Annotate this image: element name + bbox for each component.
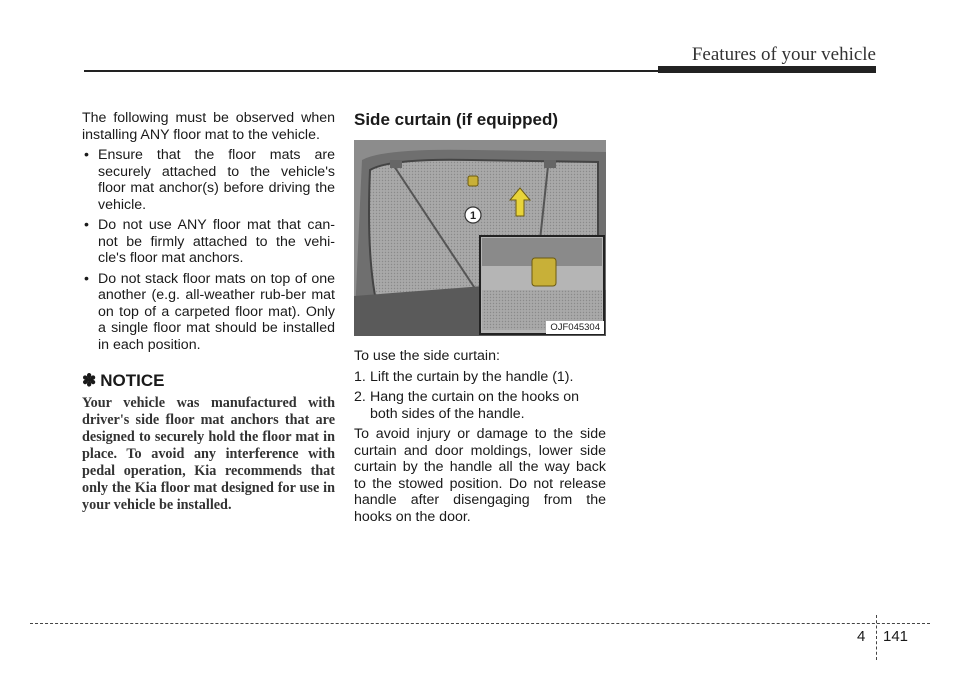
bullet-dot: • [84,217,89,233]
bullet-dot: • [84,270,89,287]
chapter-number: 4 [857,628,866,645]
page-header-title: Features of your vehicle [691,44,876,65]
steps-list [354,369,606,423]
bullet-text: Do not use ANY floor mat that can-not be firmly attached to the vehi-cle's floor mat anchors. [98,217,335,266]
step-text: Hang the curtain on the hooks on both sides of the handle. [370,389,580,422]
side-curtain-figure [354,140,606,336]
side-curtain-illustration [354,140,606,336]
header-rule-thin [84,70,660,72]
step-number: 1. [354,368,366,385]
section-title: Side curtain (if equipped) [354,110,559,129]
step-item [354,389,606,422]
footer-divider [876,615,877,660]
step-number: 2. [354,389,366,405]
bullet-item [82,147,335,213]
instructions [354,348,606,525]
intro-paragraph: The following must be observed when installing ANY floor mat to the vehicle. [82,110,335,143]
caution-paragraph: To avoid injury or damage to the side curtain and door moldings, lower side curtain by the handle all the way back to the stowed position. Do not release handle after disengaging from the hooks on the door. [354,426,606,525]
figure-code: OJF045304 [546,321,604,334]
footer-rule [30,623,930,624]
right-column [354,110,606,529]
left-column [82,110,335,514]
step-item [354,369,606,386]
notice-body: Your vehicle was manufactured with driver's side floor mat anchors that are designed to securely hold the floor mat in place. To avoid any interference with pedal operation, Kia recommends that only the Kia floor mat designed for use in your vehicle be installed. [82,395,335,513]
header-rule-thick [658,66,876,73]
notice-heading [82,371,335,391]
step-text: Lift the curtain by the handle (1). [370,368,574,385]
notice-icon: ✽ [82,371,97,390]
callout-marker [462,204,484,226]
bullet-dot: • [84,147,89,163]
bullet-text: Do not stack floor mats on top of one another (e.g. all-weather rub-ber mat on top of a carpeted floor mat). Only a single floor mat should be installed in each position. [98,270,335,353]
bullet-text: Ensure that the floor mats are securely attached to the vehicle's floor mat anchor(s) before driving the vehicle. [98,147,335,213]
instructions-lead: To use the side curtain: [354,348,500,364]
bullet-item [82,271,335,354]
bullet-item [82,217,335,267]
notice-title: NOTICE [100,371,165,390]
callout-number: 1 [469,210,477,222]
floor-mat-bullets [82,147,335,353]
page-number: 141 [883,628,909,645]
